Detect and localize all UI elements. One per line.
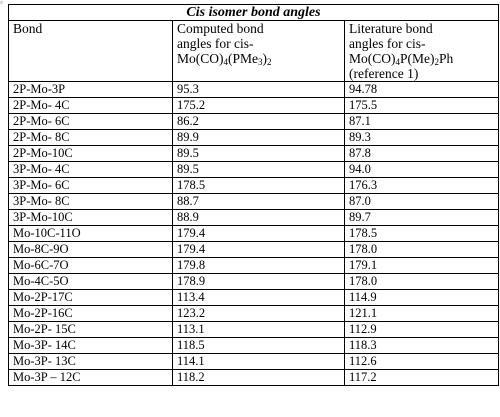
table-row — [9, 98, 499, 114]
header-literature-reference: (reference 1) — [349, 66, 419, 81]
literature-cell: 89.3 — [345, 130, 499, 146]
bond-cell: Mo-8C-9O — [9, 242, 173, 258]
table-title: Cis isomer bond angles — [9, 5, 499, 21]
computed-cell: 178.9 — [173, 274, 345, 290]
header-row — [9, 21, 499, 82]
computed-cell: 118.5 — [173, 338, 345, 354]
computed-cell: 113.4 — [173, 290, 345, 306]
computed-cell: 89.5 — [173, 162, 345, 178]
table-row — [9, 306, 499, 322]
literature-cell: 178.0 — [345, 274, 499, 290]
header-bond-label: Bond — [13, 21, 43, 36]
table-row — [9, 290, 499, 306]
computed-cell: 123.2 — [173, 306, 345, 322]
computed-cell: 179.8 — [173, 258, 345, 274]
bond-cell: 2P-Mo- 6C — [9, 114, 173, 130]
bond-cell: Mo-6C-7O — [9, 258, 173, 274]
bond-cell: 2P-Mo- 4C — [9, 98, 173, 114]
bond-cell: Mo-2P- 15C — [9, 322, 173, 338]
table-row — [9, 338, 499, 354]
literature-cell: 87.1 — [345, 114, 499, 130]
bond-cell: Mo-2P-17C — [9, 290, 173, 306]
bond-cell: 3P-Mo-10C — [9, 210, 173, 226]
literature-cell: 176.3 — [345, 178, 499, 194]
header-computed-line2: angles for cis- — [177, 36, 254, 51]
bond-cell: Mo-2P-16C — [9, 306, 173, 322]
computed-cell: 88.9 — [173, 210, 345, 226]
literature-cell: 112.9 — [345, 322, 499, 338]
computed-cell: 86.2 — [173, 114, 345, 130]
literature-cell: 117.2 — [345, 370, 499, 386]
bond-cell: 2P-Mo- 8C — [9, 130, 173, 146]
bond-cell: 3P-Mo- 6C — [9, 178, 173, 194]
computed-cell: 89.9 — [173, 130, 345, 146]
bond-cell: Mo-3P- 14C — [9, 338, 173, 354]
bond-angles-table — [8, 4, 499, 386]
table-row — [9, 226, 499, 242]
bond-cell: Mo-10C-11O — [9, 226, 173, 242]
computed-cell: 88.7 — [173, 194, 345, 210]
computed-cell: 114.1 — [173, 354, 345, 370]
literature-cell: 89.7 — [345, 210, 499, 226]
header-literature-formula: $Mo(CO)_4P(Me)_2Ph$ — [349, 51, 454, 67]
table-row — [9, 210, 499, 226]
header-literature-line1: Literature bond — [349, 21, 433, 36]
table-row — [9, 354, 499, 370]
table-row — [9, 194, 499, 210]
header-bond — [9, 21, 173, 82]
table-row — [9, 146, 499, 162]
table-row — [9, 370, 499, 386]
computed-cell: 175.2 — [173, 98, 345, 114]
literature-cell: 87.8 — [345, 146, 499, 162]
header-computed-line1: Computed bond — [177, 21, 264, 36]
header-computed — [173, 21, 345, 82]
bond-cell: Mo-3P – 12C — [9, 370, 173, 386]
literature-cell: 121.1 — [345, 306, 499, 322]
table-row — [9, 242, 499, 258]
table-row — [9, 274, 499, 290]
bond-cell: 2P-Mo-3P — [9, 82, 173, 98]
bond-cell: 2P-Mo-10C — [9, 146, 173, 162]
bond-cell: 3P-Mo- 8C — [9, 194, 173, 210]
table-row — [9, 130, 499, 146]
literature-cell: 94.0 — [345, 162, 499, 178]
literature-cell: 178.5 — [345, 226, 499, 242]
header-computed-formula: $Mo(CO)_4(PMe_3)_2$ — [177, 51, 272, 67]
table-body — [9, 82, 499, 386]
literature-cell: 87.0 — [345, 194, 499, 210]
table-row — [9, 114, 499, 130]
computed-cell: 179.4 — [173, 242, 345, 258]
table-row — [9, 322, 499, 338]
literature-cell: 114.9 — [345, 290, 499, 306]
computed-cell: 179.4 — [173, 226, 345, 242]
table-row — [9, 178, 499, 194]
table-row — [9, 162, 499, 178]
header-literature-line2: angles for cis- — [349, 36, 426, 51]
corner-icon: ⌕ — [0, 0, 4, 6]
computed-cell: 113.1 — [173, 322, 345, 338]
computed-cell: 89.5 — [173, 146, 345, 162]
table-row — [9, 82, 499, 98]
computed-cell: 118.2 — [173, 370, 345, 386]
literature-cell: 112.6 — [345, 354, 499, 370]
literature-cell: 94.78 — [345, 82, 499, 98]
header-literature — [345, 21, 499, 82]
bond-cell: Mo-3P- 13C — [9, 354, 173, 370]
literature-cell: 118.3 — [345, 338, 499, 354]
table-row — [9, 258, 499, 274]
literature-cell: 179.1 — [345, 258, 499, 274]
computed-cell: 178.5 — [173, 178, 345, 194]
literature-cell: 178.0 — [345, 242, 499, 258]
bond-cell: 3P-Mo- 4C — [9, 162, 173, 178]
bond-cell: Mo-4C-5O — [9, 274, 173, 290]
literature-cell: 175.5 — [345, 98, 499, 114]
computed-cell: 95.3 — [173, 82, 345, 98]
